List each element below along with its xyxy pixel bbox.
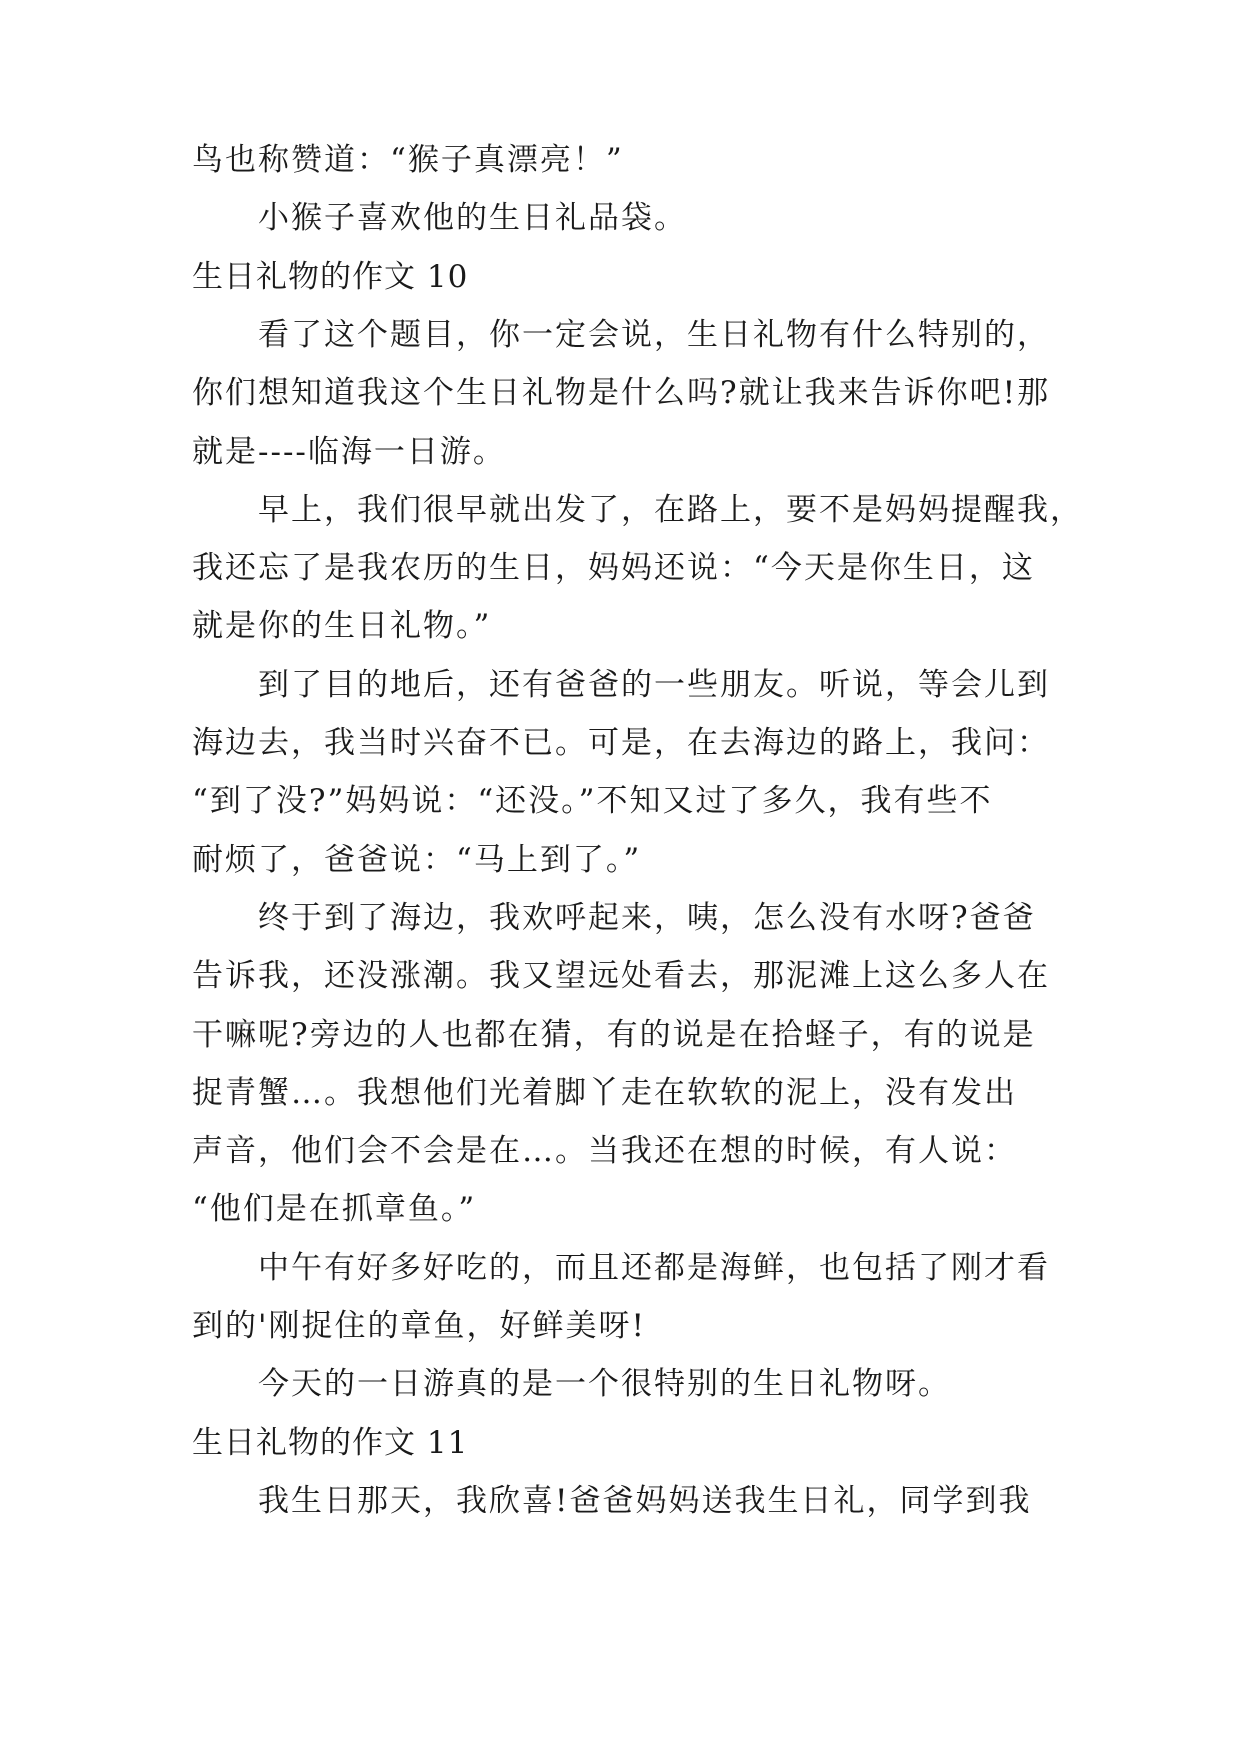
text-line: “到了没?”妈妈说：“还没。”不知又过了多久，我有些不 xyxy=(192,783,993,819)
text-line: 我生日那天，我欣喜!爸爸妈妈送我生日礼，同学到我 xyxy=(258,1483,1032,1519)
text-line: 告诉我，还没涨潮。我又望远处看去，那泥滩上这么多人在 xyxy=(192,958,1050,994)
text-line: 中午有好多好吃的，而且还都是海鲜，也包括了刚才看 xyxy=(258,1250,1050,1286)
text-line: 看了这个题目，你一定会说，生日礼物有什么特别的， xyxy=(258,317,1050,353)
text-line: 到了目的地后，还有爸爸的一些朋友。听说，等会儿到 xyxy=(258,667,1050,703)
text-line: 海边去，我当时兴奋不已。可是，在去海边的路上，我问： xyxy=(192,725,1050,761)
text-line: 小猴子喜欢他的生日礼品袋。 xyxy=(258,200,687,236)
text-line: 声音，他们会不会是在…。当我还在想的时候，有人说： xyxy=(192,1133,1017,1169)
text-line: 捉青蟹…。我想他们光着脚丫走在软软的泥上，没有发出 xyxy=(192,1075,1017,1111)
section-heading: 生日礼物的作文 11 xyxy=(192,1425,469,1461)
text-line: 鸟也称赞道：“猴子真漂亮！” xyxy=(192,142,624,178)
text-line: 我还忘了是我农历的生日，妈妈还说：“今天是你生日，这 xyxy=(192,550,1035,586)
text-line: 今天的一日游真的是一个很特别的生日礼物呀。 xyxy=(258,1366,951,1402)
text-line: 到的'刚捉住的章鱼，好鲜美呀! xyxy=(192,1308,646,1344)
text-line: “他们是在抓章鱼。” xyxy=(192,1191,477,1227)
text-line: 干嘛呢?旁边的人也都在猜，有的说是在拾蛏子，有的说是 xyxy=(192,1017,1036,1053)
text-line: 你们想知道我这个生日礼物是什么吗?就让我来告诉你吧!那 xyxy=(192,375,1051,411)
text-line: 终于到了海边，我欢呼起来，咦，怎么没有水呀?爸爸 xyxy=(258,900,1036,936)
text-line: 就是----临海一日游。 xyxy=(192,434,506,470)
text-line: 早上，我们很早就出发了，在路上，要不是妈妈提醒我， xyxy=(258,492,1083,528)
section-heading: 生日礼物的作文 10 xyxy=(192,259,469,295)
text-line: 就是你的生日礼物。” xyxy=(192,608,492,644)
text-line: 耐烦了，爸爸说：“马上到了。” xyxy=(192,842,642,878)
